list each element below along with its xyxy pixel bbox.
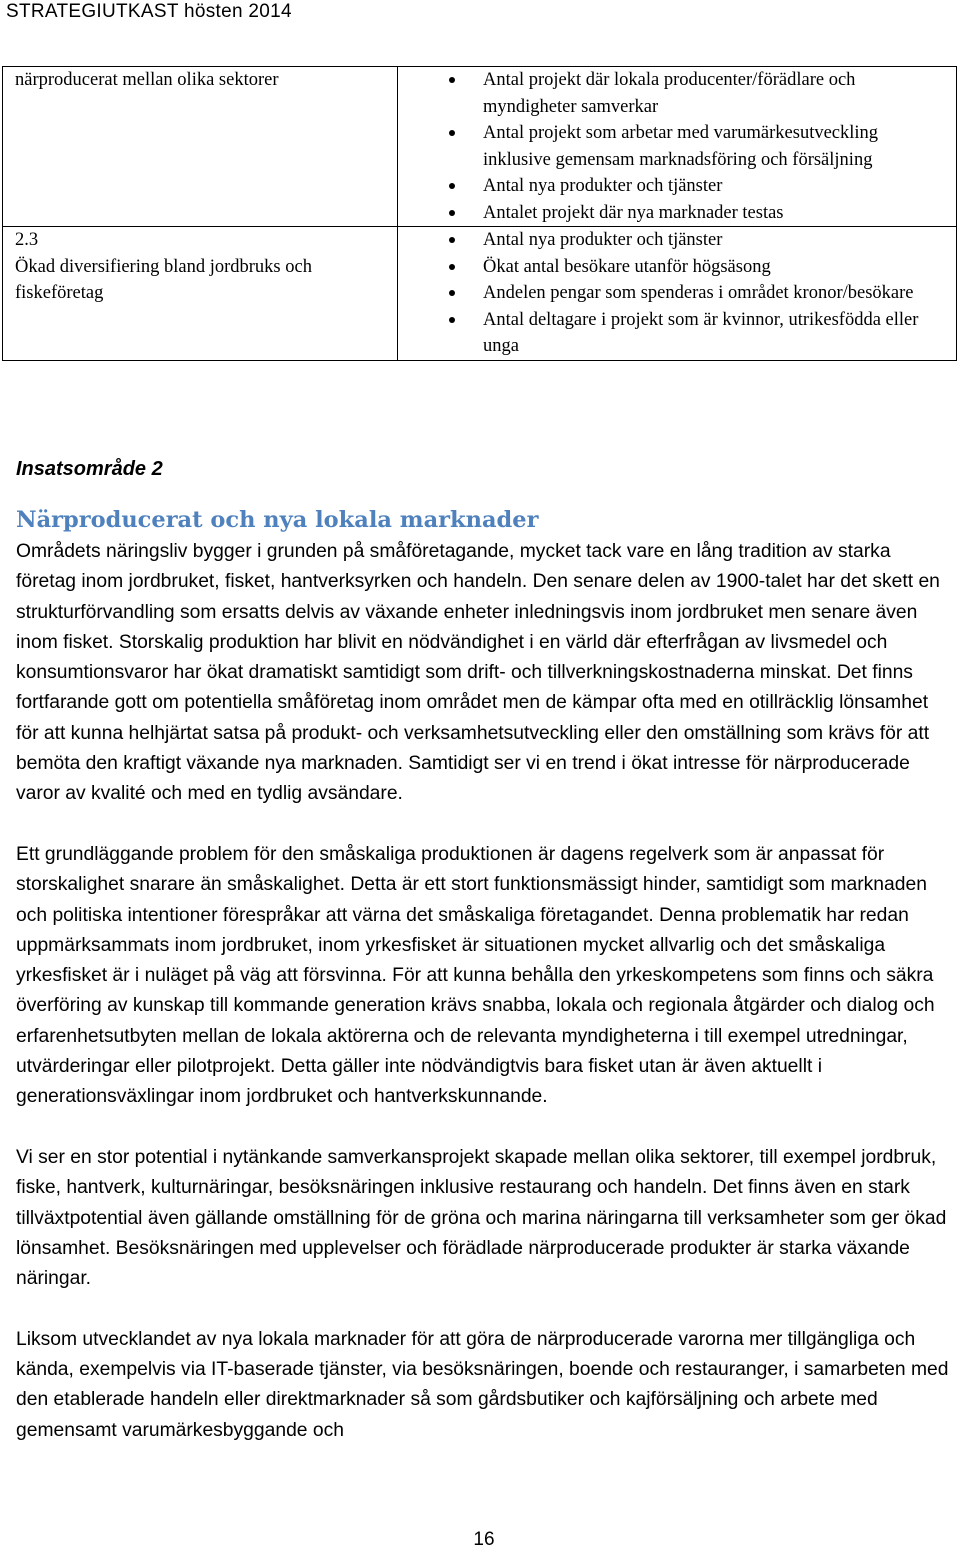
goal-text: 2.3 Ökad diversifiering bland jordbruks och fiskeföretag: [15, 230, 312, 303]
paragraph: Liksom utvecklandet av nya lokala marknader för att göra de närproducerade varorna mer tillgängliga och kända, exempelvis via IT-baserade tjänster, via besöksnäringen, boende och restauranger, i samarbeten med den etablerade handeln eller direktmarknader så som gårdsbutiker och kajförsäljning och arbete med gemensamt varumärkesbyggande och: [16, 1328, 949, 1441]
paragraph: Vi ser en stor potential i nytänkande samverkansprojekt skapade mellan olika sektorer, till exempel jordbruk, fiske, hantverk, kulturnäringar, besöksnäringen inklusive restaurang och handeln. Det finns även en stark tillväxtpotential även gällande omställning för de gröna och marina näringarna till verksamheter som ger ökad lönsamhet. Besöksnäringen med upplevelser och förädlade närproducerade produkter är starka växande näringar.: [16, 1146, 947, 1290]
goal-cell: [3, 227, 398, 361]
goal-text: närproducerat mellan olika sektorer: [15, 70, 279, 90]
indicator-item: Antal projekt som arbetar med varumärkesutveckling inklusive gemensam marknadsföring och försäljning: [398, 120, 948, 173]
page-number: 16: [473, 1529, 495, 1550]
indicator-list: [398, 227, 948, 360]
indicator-item: Antalet projekt där nya marknader testas: [398, 200, 948, 227]
indicator-table: [2, 66, 957, 361]
indicator-item: Ökat antal besökare utanför högsäsong: [398, 254, 948, 281]
indicator-list: [398, 67, 948, 226]
indicator-item: Antal deltagare i projekt som är kvinnor, utrikesfödda eller unga: [398, 307, 948, 360]
indicator-item: Antal nya produkter och tjänster: [398, 173, 948, 200]
goal-cell: [3, 67, 398, 227]
running-header: STRATEGIUTKAST hösten 2014: [6, 1, 292, 22]
section-title: Närproducerat och nya lokala marknader: [16, 507, 539, 533]
paragraph: Ett grundläggande problem för den småskaliga produktionen är dagens regelverk som är anpassat för storskalighet snarare än småskalighet. Detta är ett stort funktionsmässigt hinder, samtidigt som marknaden och politiska intentioner förespråkar att värna det småskaliga företagandet. Denna problematik har redan uppmärksammats inom jordbruket, inom yrkesfisket är situationen mycket allvarlig och det småskaliga yrkesfisket är i nuläget på väg att försvinna. För att kunna behålla den yrkeskompetens som finns och säkra överföring av kunskap till kommande generation krävs snabba, lokala och regionala åtgärder och dialog och erfarenhetsutbyten mellan de lokala aktörerna och de relevanta myndigheterna i till exempel utredningar, utvärderingar eller pilotprojekt. Detta gäller inte nödvändigtvis bara fisket utan är även aktuellt i generationsväxlingar inom jordbruket och hantverkskunnande.: [16, 843, 935, 1108]
table-row: [3, 67, 957, 227]
indicator-item: Andelen pengar som spenderas i området kronor/besökare: [398, 280, 948, 307]
indicator-cell: [398, 67, 957, 227]
table-row: [3, 227, 957, 361]
body-text: [16, 537, 952, 1476]
paragraph: Områdets näringsliv bygger i grunden på småföretagande, mycket tack vare en lång tradition av starka företag inom jordbruket, fisket, hantverksyrken och handeln. Den senare delen av 1900-talet har det skett en strukturförvandling som ersatts delvis av växande enheter inledningsvis inom jordbruket men senare även inom fisket. Storskalig produktion har blivit en nödvändighet i en värld där efterfrågan av livsmedel och konsumtionsvaror har ökat dramatiskt samtidigt som drift- och tillverkningskostnaderna minskat. Det finns fortfarande gott om potentiella småföretag inom området men de kämpar ofta med en otillräcklig lönsamhet för att kunna helhjärtat satsa på produkt- och verksamhetsutveckling eller den omställning som krävs för att bemöta den kraftigt växande nya marknaden. Samtidigt ser vi en trend i ökat intresse för närproducerade varor av kvalité och med en tydlig avsändare.: [16, 541, 940, 805]
section-label: Insatsområde 2: [16, 458, 163, 480]
indicator-item: Antal projekt där lokala producenter/förädlare och myndigheter samverkar: [398, 67, 948, 120]
indicator-cell: [398, 227, 957, 361]
indicator-item: Antal nya produkter och tjänster: [398, 227, 948, 254]
